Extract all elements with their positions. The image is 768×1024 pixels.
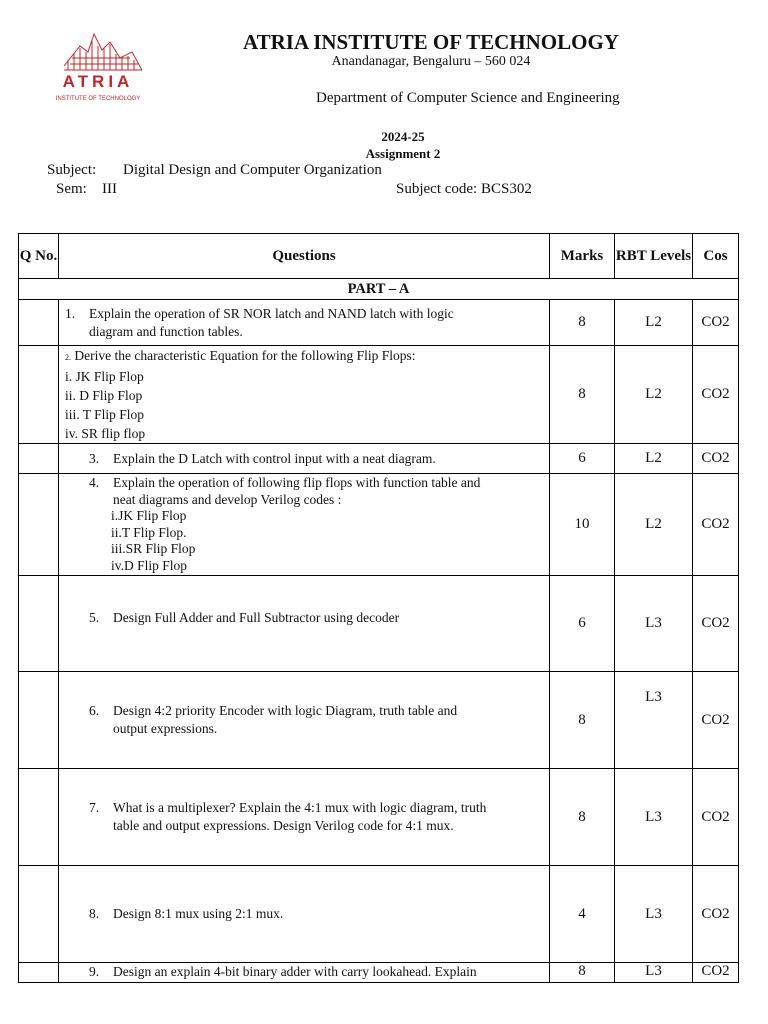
qno-cell bbox=[19, 346, 59, 444]
question-subitem: iii. T Flip Flop bbox=[65, 407, 145, 422]
rbt-cell: L2 bbox=[615, 346, 693, 444]
question-cell bbox=[59, 672, 550, 769]
co-cell: CO2 bbox=[693, 474, 739, 576]
institute-address: Anandanagar, Bengaluru – 560 024 bbox=[331, 54, 531, 69]
table-row bbox=[19, 963, 739, 983]
question-cell bbox=[59, 474, 550, 576]
question-text: Design Full Adder and Full Subtractor using decoder bbox=[113, 610, 400, 625]
question-text: Derive the characteristic Equation for the following Flip Flops: bbox=[74, 348, 416, 363]
question-number: 7. bbox=[89, 800, 100, 815]
subitem-numeral: i. bbox=[111, 508, 119, 523]
question-number: 9. bbox=[89, 964, 100, 979]
rbt-cell: L3 bbox=[615, 672, 693, 769]
co-cell: CO2 bbox=[693, 769, 739, 866]
header-qno: Q No. bbox=[19, 234, 59, 279]
logo-caption: INSTITUTE OF TECHNOLOGY bbox=[55, 96, 141, 102]
rbt-cell: L2 bbox=[615, 300, 693, 346]
semester-label: Sem: bbox=[56, 181, 87, 197]
marks-cell: 8 bbox=[550, 769, 615, 866]
subitem-numeral: ii. bbox=[111, 524, 122, 540]
question-number: 1. bbox=[65, 305, 76, 321]
question-subitem: ii. D Flip Flop bbox=[65, 388, 143, 403]
department-name: Department of Computer Science and Engineering bbox=[316, 90, 620, 106]
table-row bbox=[19, 769, 739, 866]
co-cell: CO2 bbox=[693, 963, 739, 983]
questions-table bbox=[18, 233, 739, 983]
institute-name: ATRIA INSTITUTE OF TECHNOLOGY bbox=[243, 30, 619, 54]
header-marks: Marks bbox=[550, 234, 615, 279]
marks-cell: 8 bbox=[550, 300, 615, 346]
question-number: 6. bbox=[89, 703, 100, 718]
qno-cell bbox=[19, 672, 59, 769]
co-cell: CO2 bbox=[693, 672, 739, 769]
header-rbt-levels: RBT Levels bbox=[615, 234, 693, 279]
question-number: 8. bbox=[89, 906, 100, 921]
question-cell bbox=[59, 300, 550, 346]
logo-text: ATRIA bbox=[62, 72, 134, 91]
rbt-cell: L2 bbox=[615, 474, 693, 576]
question-cell bbox=[59, 576, 550, 672]
question-cell bbox=[59, 866, 550, 963]
co-cell: CO2 bbox=[693, 866, 739, 963]
subitem-numeral: iv. bbox=[111, 557, 124, 573]
subject-label: Subject: bbox=[47, 162, 97, 178]
marks-cell: 6 bbox=[550, 444, 615, 474]
header-cos: Cos bbox=[693, 234, 739, 279]
question-subitem: JK Flip Flop bbox=[118, 508, 187, 523]
question-text-cont: neat diagrams and develop Verilog codes : bbox=[113, 491, 342, 507]
question-text: Explain the operation of following flip flops with function table and bbox=[113, 475, 481, 490]
question-text: Design an explain 4-bit binary adder with carry lookahead. Explain bbox=[113, 964, 477, 979]
qno-cell bbox=[19, 963, 59, 983]
question-text-cont: table and output expressions. Design Verilog code for 4:1 mux. bbox=[113, 818, 454, 833]
subject-name: Digital Design and Computer Organization bbox=[123, 162, 382, 178]
question-cell bbox=[59, 963, 550, 983]
question-subitem: SR Flip Flop bbox=[125, 541, 196, 556]
table-row bbox=[19, 576, 739, 672]
academic-year: 2024-25 bbox=[381, 129, 425, 144]
qno-cell bbox=[19, 866, 59, 963]
rbt-cell: L3 bbox=[615, 576, 693, 672]
table-row bbox=[19, 346, 739, 444]
part-row bbox=[19, 279, 739, 300]
question-text: Design 8:1 mux using 2:1 mux. bbox=[113, 906, 284, 921]
rbt-cell: L3 bbox=[615, 963, 693, 983]
question-text-cont: output expressions. bbox=[113, 721, 218, 736]
subitem-numeral: iii. bbox=[111, 541, 126, 556]
co-cell: CO2 bbox=[693, 576, 739, 672]
question-cell bbox=[59, 346, 550, 444]
question-subitem: i. JK Flip Flop bbox=[65, 369, 144, 384]
question-number: 3. bbox=[89, 450, 100, 466]
question-subitem: D Flip Flop bbox=[124, 557, 188, 573]
question-subitem: iv. SR flip flop bbox=[65, 426, 146, 441]
question-cell bbox=[59, 769, 550, 866]
table-row bbox=[19, 300, 739, 346]
question-number: 5. bbox=[89, 610, 100, 625]
question-text: What is a multiplexer? Explain the 4:1 mux with logic diagram, truth bbox=[113, 800, 487, 815]
part-a-heading: PART – A bbox=[19, 279, 739, 300]
co-cell: CO2 bbox=[693, 300, 739, 346]
marks-cell: 8 bbox=[550, 672, 615, 769]
question-number: 2. bbox=[65, 353, 71, 362]
marks-cell: 10 bbox=[550, 474, 615, 576]
rbt-cell: L3 bbox=[615, 769, 693, 866]
qno-cell bbox=[19, 444, 59, 474]
marks-cell: 4 bbox=[550, 866, 615, 963]
question-text: Explain the operation of SR NOR latch and NAND latch with logic bbox=[89, 305, 454, 321]
semester-value: III bbox=[102, 181, 117, 197]
qno-cell bbox=[19, 576, 59, 672]
subject-code: Subject code: BCS302 bbox=[396, 181, 532, 197]
marks-cell: 8 bbox=[550, 346, 615, 444]
qno-cell bbox=[19, 769, 59, 866]
question-text-cont: diagram and function tables. bbox=[89, 323, 243, 339]
table-row bbox=[19, 866, 739, 963]
co-cell: CO2 bbox=[693, 346, 739, 444]
table-row bbox=[19, 444, 739, 474]
marks-cell: 6 bbox=[550, 576, 615, 672]
rbt-cell: L3 bbox=[615, 866, 693, 963]
qno-cell bbox=[19, 300, 59, 346]
table-row bbox=[19, 672, 739, 769]
question-cell bbox=[59, 444, 550, 474]
question-text: Design 4:2 priority Encoder with logic Diagram, truth table and bbox=[113, 703, 458, 718]
table-header-row bbox=[19, 234, 739, 279]
rbt-cell: L2 bbox=[615, 444, 693, 474]
qno-cell bbox=[19, 474, 59, 576]
question-text: Explain the D Latch with control input with a neat diagram. bbox=[113, 450, 436, 466]
table-row bbox=[19, 474, 739, 576]
question-subitem: T Flip Flop. bbox=[121, 524, 187, 540]
assignment-title: Assignment 2 bbox=[365, 146, 441, 161]
marks-cell: 8 bbox=[550, 963, 615, 983]
header-questions: Questions bbox=[59, 234, 550, 279]
question-number: 4. bbox=[89, 475, 100, 490]
co-cell: CO2 bbox=[693, 444, 739, 474]
